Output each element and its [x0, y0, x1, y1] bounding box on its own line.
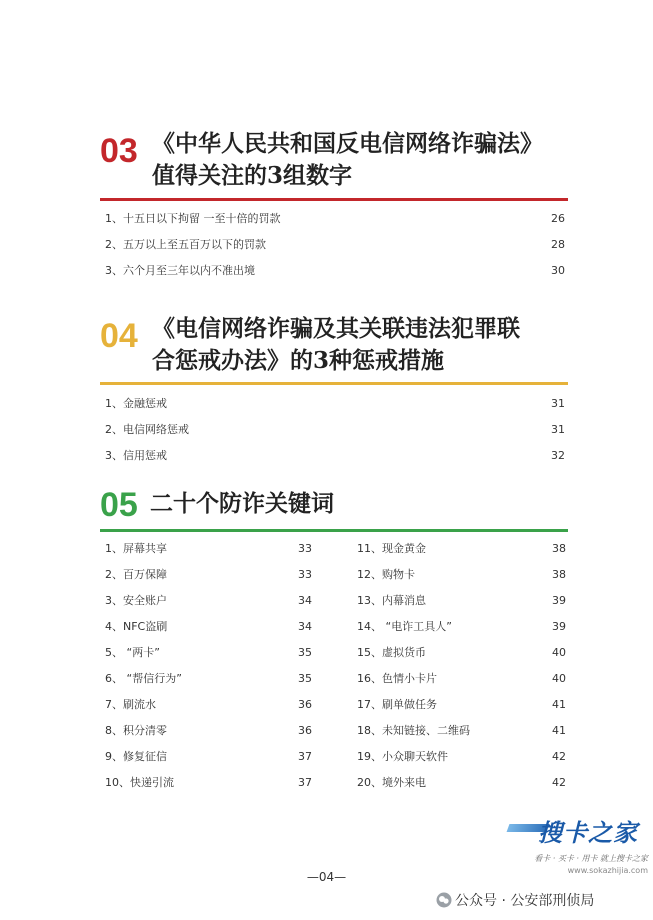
wechat-icon: [436, 892, 452, 908]
keyword-label: 10、快递引流: [105, 776, 174, 789]
section-title-line-1: 《电信网络诈骗及其关联违法犯罪联: [152, 315, 520, 342]
toc-entry-page: 30: [551, 264, 565, 277]
section-number: 03: [100, 132, 138, 170]
toc-entry-label: 1、十五日以下拘留 一至十倍的罚款: [105, 212, 281, 225]
keyword-page: 39: [552, 594, 566, 607]
toc-entry-page: 26: [551, 212, 565, 225]
toc-entry-page: 31: [551, 397, 565, 410]
keyword-label: 7、刷流水: [105, 698, 156, 711]
toc-entry-page: 31: [551, 423, 565, 436]
keyword-label: 4、NFC盗刷: [105, 620, 168, 633]
watermark-logo: [508, 813, 648, 847]
keyword-page: 36: [298, 724, 312, 737]
keyword-page: 35: [298, 672, 312, 685]
keyword-entry[interactable]: [105, 536, 312, 562]
keyword-entry[interactable]: [357, 536, 566, 562]
keyword-entry[interactable]: [105, 744, 312, 770]
keyword-label: 6、 “帮信行为”: [105, 672, 182, 685]
keyword-label: 19、小众聊天软件: [357, 750, 448, 763]
toc-entry-page: 32: [551, 449, 565, 462]
keyword-label: 14、 “电诈工具人”: [357, 620, 452, 633]
keyword-entry[interactable]: [105, 666, 312, 692]
keyword-entry[interactable]: [105, 562, 312, 588]
keyword-page: 36: [298, 698, 312, 711]
keyword-page: 41: [552, 724, 566, 737]
toc-entry[interactable]: [105, 391, 565, 417]
section-number: 04: [100, 317, 138, 355]
toc-entry[interactable]: [105, 206, 565, 232]
page-number: —04—: [306, 870, 347, 884]
section-number: 05: [100, 486, 138, 524]
keyword-entry[interactable]: [357, 666, 566, 692]
toc-entry-label: 1、金融惩戒: [105, 397, 167, 410]
keyword-page: 40: [552, 672, 566, 685]
keyword-label: 9、修复征信: [105, 750, 167, 763]
keyword-entry[interactable]: [105, 640, 312, 666]
watermark-url: www.sokazhijia.com: [567, 866, 648, 875]
section-title-line-1: 二十个防诈关键词: [150, 490, 334, 517]
keyword-label: 20、境外来电: [357, 776, 426, 789]
keyword-label: 17、刷单做任务: [357, 698, 437, 711]
toc-entry-label: 2、电信网络惩戒: [105, 423, 189, 436]
watermark-tagline: 看卡 · 买卡 · 用卡 就上搜卡之家: [534, 854, 648, 863]
keyword-page: 40: [552, 646, 566, 659]
keyword-page: 38: [552, 568, 566, 581]
keyword-label: 13、内幕消息: [357, 594, 426, 607]
section-title-line-2: 合惩戒办法》的3种惩戒措施: [152, 347, 445, 374]
keyword-entry[interactable]: [105, 692, 312, 718]
keyword-label: 1、屏幕共享: [105, 542, 167, 555]
keyword-page: 39: [552, 620, 566, 633]
toc-entry-label: 3、六个月至三年以内不准出境: [105, 264, 255, 277]
section-divider: [100, 382, 568, 385]
wechat-account-label: 公众号 · 公安部刑侦局: [455, 893, 595, 909]
toc-entry[interactable]: [105, 417, 565, 443]
keyword-entry[interactable]: [105, 770, 312, 796]
toc-entry[interactable]: [105, 258, 565, 284]
keyword-entry[interactable]: [357, 640, 566, 666]
keyword-page: 33: [298, 568, 312, 581]
section-divider: [100, 198, 568, 201]
keyword-entry[interactable]: [357, 718, 566, 744]
section-divider: [100, 529, 568, 532]
keyword-label: 2、百万保障: [105, 568, 167, 581]
keyword-page: 37: [298, 776, 312, 789]
keyword-page: 41: [552, 698, 566, 711]
keyword-label: 5、 “两卡”: [105, 646, 160, 659]
keyword-label: 8、积分清零: [105, 724, 167, 737]
keyword-entry[interactable]: [357, 562, 566, 588]
keyword-entry[interactable]: [357, 744, 566, 770]
keyword-entry[interactable]: [105, 718, 312, 744]
keyword-label: 15、虚拟货币: [357, 646, 426, 659]
keyword-page: 42: [552, 776, 566, 789]
toc-entry[interactable]: [105, 232, 565, 258]
keyword-page: 38: [552, 542, 566, 555]
keyword-entry[interactable]: [105, 614, 312, 640]
section-title-line-1: 《中华人民共和国反电信网络诈骗法》: [152, 130, 543, 157]
keyword-label: 16、色情小卡片: [357, 672, 437, 685]
toc-entry-label: 2、五万以上至五百万以下的罚款: [105, 238, 266, 251]
keyword-label: 3、安全账户: [105, 594, 167, 607]
keyword-page: 33: [298, 542, 312, 555]
keyword-page: 37: [298, 750, 312, 763]
wechat-account[interactable]: [436, 890, 594, 910]
keyword-page: 34: [298, 620, 312, 633]
keyword-label: 12、购物卡: [357, 568, 415, 581]
toc-entry-label: 3、信用惩戒: [105, 449, 167, 462]
logo-text: 搜卡之家: [538, 818, 638, 847]
keyword-entry[interactable]: [357, 692, 566, 718]
toc-entry-page: 28: [551, 238, 565, 251]
keyword-entry[interactable]: [357, 770, 566, 796]
keyword-entry[interactable]: [105, 588, 312, 614]
section-title-line-2: 值得关注的3组数字: [152, 162, 353, 189]
toc-entry[interactable]: [105, 443, 565, 469]
keyword-entry[interactable]: [357, 614, 566, 640]
keyword-page: 42: [552, 750, 566, 763]
keyword-label: 11、现金黄金: [357, 542, 426, 555]
keyword-label: 18、未知链接、二维码: [357, 724, 470, 737]
keyword-page: 35: [298, 646, 312, 659]
keyword-page: 34: [298, 594, 312, 607]
keyword-entry[interactable]: [357, 588, 566, 614]
